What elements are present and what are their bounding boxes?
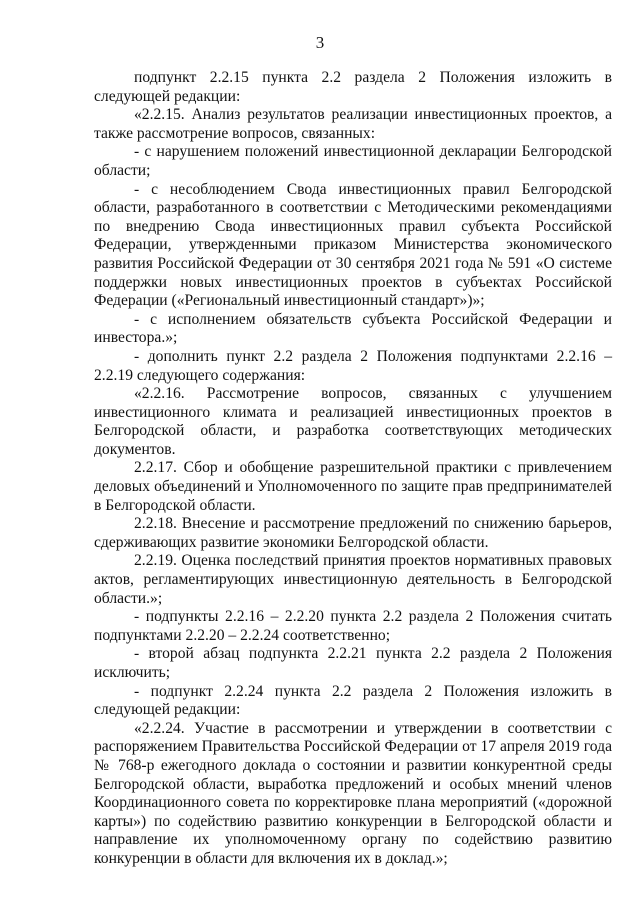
paragraph: - с исполнением обязательств субъекта Российской Федерации и инвестора.»; [94,310,612,347]
document-body [94,69,612,869]
paragraph: 2.2.18. Внесение и рассмотрение предложений по снижению барьеров, сдерживающих развитие экономики Белгородской области. [94,515,612,551]
paragraph: - с нарушением положений инвестиционной декларации Белгородской области; [94,143,612,179]
paragraph: 2.2.19. Оценка последствий принятия проектов нормативных правовых актов, регламентирующих инвестиционную деятельность в Белгородской области.»; [94,552,612,607]
paragraph: «2.2.15. Анализ результатов реализации инвестиционных проектов, а также рассмотрение вопросов, связанных: [94,106,612,142]
paragraph: 2.2.17. Сбор и обобщение разрешительной практики с привлечением деловых объединений и Уполномоченного по защите прав предпринимателей в Белгородской области. [94,459,612,514]
paragraph: - второй абзац подпункта 2.2.21 пункта 2.2 раздела 2 Положения исключить; [94,645,612,681]
paragraph: «2.2.24. Участие в рассмотрении и утверждении в соответствии с распоряжением Правительства Российской Федерации от 17 апреля 2019 года № 768-р ежегодного доклада о состоянии и развитии конкурентной среды Белгородской области, выработка предложений и особых мнений членов Координационного совета по корректировке плана мероприятий («дорожной карты») по содействию развитию конкуренции в Белгородской области и направление их уполномоченному органу по содействию развитию конкуренции в области для включения их в доклад.»; [94,719,612,867]
paragraph: - с несоблюдением Свода инвестиционных правил Белгородской области, разработанного в соответствии с Методическими рекомендациями по внедрению Свода инвестиционных правил субъекта Российской Федерации, утвержденными приказом Министерства экономического развития Российской Федерации от 30 сентября 2021 года № 591 «О системе поддержки новых инвестиционных проектов в субъектах Российской Федерации («Региональный инвестиционный стандарт»)»; [94,180,612,310]
paragraph: «2.2.16. Рассмотрение вопросов, связанных с улучшением инвестиционного климата и реализацией инвестиционных проектов в Белгородской области, и разработка соответствующих методических документов. [94,385,612,458]
paragraph: - дополнить пункт 2.2 раздела 2 Положения подпунктами 2.2.16 – 2.2.19 следующего содержания: [94,347,612,384]
page-number: 3 [315,33,325,52]
paragraph: - подпункт 2.2.24 пункта 2.2 раздела 2 Положения изложить в следующей редакции: [94,682,612,719]
paragraph: - подпункты 2.2.16 – 2.2.20 пункта 2.2 раздела 2 Положения считать подпунктами 2.2.20 – 2.2.24 соответственно; [94,608,612,644]
paragraph: подпункт 2.2.15 пункта 2.2 раздела 2 Положения изложить в следующей редакции: [94,69,612,105]
